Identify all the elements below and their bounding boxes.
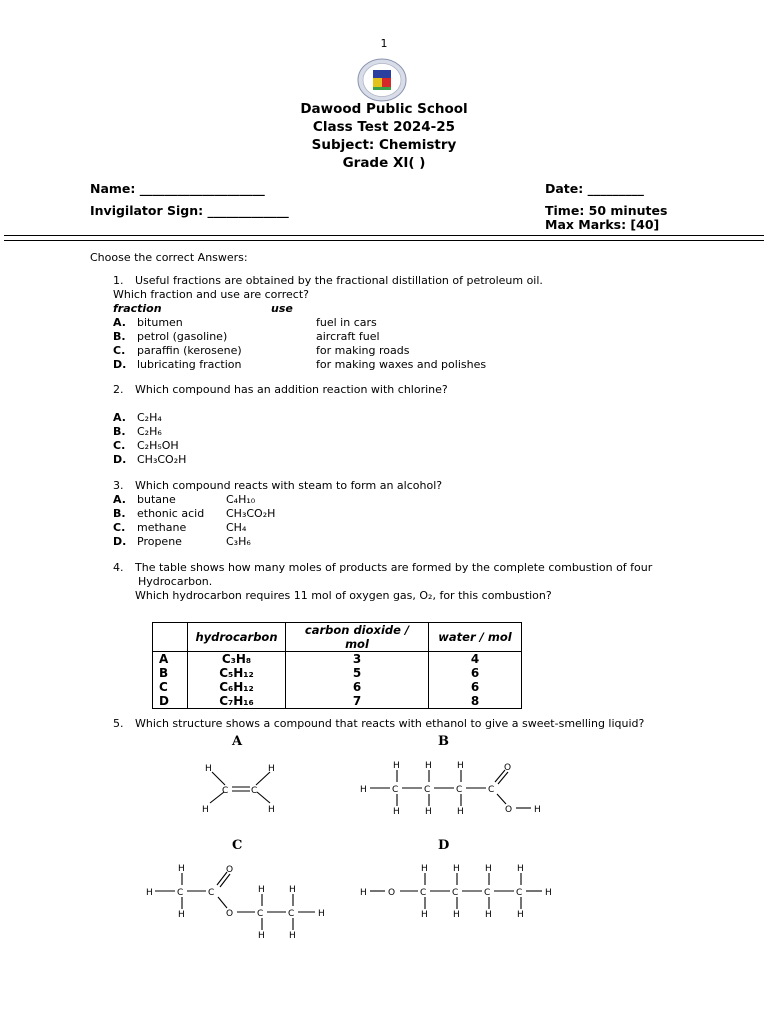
atom-label: C xyxy=(456,785,463,795)
atom-label: C xyxy=(251,786,258,796)
table-row: B C₅H₁₂ 5 6 xyxy=(153,666,522,680)
table-header xyxy=(153,623,188,652)
table-header: carbon dioxide / mol xyxy=(286,623,429,652)
time-allowed: Time: 50 minutes xyxy=(545,203,668,218)
structural-formulae-diagram xyxy=(0,740,768,950)
atom-label: C xyxy=(420,888,427,898)
atom-label: C xyxy=(484,888,491,898)
option-a-use: fuel in cars xyxy=(316,316,377,329)
atom-label: H xyxy=(453,910,460,920)
atom-label: H xyxy=(457,807,464,817)
atom-label: H xyxy=(289,931,296,941)
structure-label-d: D xyxy=(438,838,450,853)
atom-label: H xyxy=(258,885,265,895)
name-field[interactable]: Name: ____________________ xyxy=(90,181,265,196)
option-b-use: aircraft fuel xyxy=(316,330,380,343)
option-d-use: for making waxes and polishes xyxy=(316,358,487,371)
question-text-line-2: Hydrocarbon. xyxy=(138,575,213,588)
subject: Subject: Chemistry xyxy=(311,137,457,153)
question-text-line-2: Which fraction and use are correct? xyxy=(113,288,309,301)
atom-label: C xyxy=(488,785,495,795)
option-b[interactable]: B. petrol (gasoline) xyxy=(113,330,228,343)
atom-label: C xyxy=(392,785,399,795)
atom-label: C xyxy=(516,888,523,898)
option-b[interactable]: B. ethonic acid xyxy=(113,507,205,520)
atom-label: H xyxy=(485,864,492,874)
atom-label: H xyxy=(360,785,367,795)
atom-label: H xyxy=(146,888,153,898)
structure-label-b: B xyxy=(438,734,449,749)
atom-label: O xyxy=(226,865,234,875)
atom-label: C xyxy=(424,785,431,795)
option-b-formula: CH₃CO₂H xyxy=(226,507,276,520)
grade: Grade XI( ) xyxy=(342,155,426,171)
atom-label: C xyxy=(288,909,295,919)
instruction: Choose the correct Answers: xyxy=(90,251,248,264)
table-header: hydrocarbon xyxy=(188,623,286,652)
structure-label-c: C xyxy=(232,838,243,853)
question-number: 1. xyxy=(113,274,124,287)
atom-label: H xyxy=(360,888,367,898)
atom-label: H xyxy=(258,931,265,941)
option-c[interactable]: C. C₂H₅OH xyxy=(113,439,179,452)
option-c[interactable]: C. paraffin (kerosene) xyxy=(113,344,242,357)
page-number: 1 xyxy=(380,37,388,50)
atom-label: H xyxy=(289,885,296,895)
school-name: Dawood Public School xyxy=(300,101,468,117)
atom-label: C xyxy=(452,888,459,898)
atom-label: H xyxy=(534,805,541,815)
atom-label: H xyxy=(421,910,428,920)
test-title: Class Test 2024-25 xyxy=(312,119,456,135)
atom-label: C xyxy=(208,888,215,898)
atom-label: C xyxy=(257,909,264,919)
atom-label: H xyxy=(178,864,185,874)
atom-label: H xyxy=(268,805,275,815)
option-a[interactable]: A. C₂H₄ xyxy=(113,411,162,424)
max-marks: Max Marks: [40] xyxy=(545,217,660,232)
title-block xyxy=(0,100,768,172)
table-row: C C₆H₁₂ 6 6 xyxy=(153,680,522,694)
question-text: The table shows how many moles of products are formed by the complete combustion of four xyxy=(135,561,653,574)
atom-label: O xyxy=(504,763,512,773)
option-b[interactable]: B. C₂H₆ xyxy=(113,425,162,438)
atom-label: H xyxy=(393,807,400,817)
atom-label: C xyxy=(222,786,229,796)
atom-label: H xyxy=(545,888,552,898)
atom-label: O xyxy=(226,909,234,919)
atom-label: H xyxy=(457,761,464,771)
atom-label: H xyxy=(393,761,400,771)
atom-label: H xyxy=(268,764,275,774)
atom-label: H xyxy=(178,910,185,920)
atom-label: H xyxy=(205,764,212,774)
option-d[interactable]: D. CH₃CO₂H xyxy=(113,453,187,466)
question-text: Which compound has an addition reaction with chlorine? xyxy=(135,383,448,396)
atom-label: H xyxy=(453,864,460,874)
option-a[interactable]: A. butane xyxy=(113,493,176,506)
column-header-use: use xyxy=(271,302,293,315)
option-c-formula: CH₄ xyxy=(226,521,247,534)
invigilator-sign-field[interactable]: Invigilator Sign: _____________ xyxy=(90,203,289,218)
atom-label: H xyxy=(517,910,524,920)
atom-label: O xyxy=(388,888,396,898)
atom-label: H xyxy=(425,807,432,817)
table-header: water / mol xyxy=(429,623,522,652)
atom-label: H xyxy=(485,910,492,920)
date-field[interactable]: Date: _________ xyxy=(545,181,644,196)
structure-label-a: A xyxy=(232,734,243,749)
option-d-formula: C₃H₆ xyxy=(226,535,251,548)
option-c-use: for making roads xyxy=(316,344,410,357)
option-d[interactable]: D. lubricating fraction xyxy=(113,358,242,371)
question-text: Which compound reacts with steam to form an alcohol? xyxy=(135,479,443,492)
table-header-row xyxy=(153,623,522,652)
atom-label: C xyxy=(177,888,184,898)
hydrocarbon-table xyxy=(152,622,522,709)
atom-label: H xyxy=(425,761,432,771)
atom-label: H xyxy=(517,864,524,874)
question-text: Useful fractions are obtained by the fractional distillation of petroleum oil. xyxy=(135,274,543,287)
option-a[interactable]: A. bitumen xyxy=(113,316,183,329)
atom-label: H xyxy=(421,864,428,874)
atom-label: H xyxy=(318,909,325,919)
header-divider-thin xyxy=(4,240,764,241)
option-c[interactable]: C. methane xyxy=(113,521,187,534)
question-text-line-3: Which hydrocarbon requires 11 mol of oxygen gas, O₂, for this combustion? xyxy=(135,589,552,602)
option-d[interactable]: D. Propene xyxy=(113,535,182,548)
column-header-fraction: fraction xyxy=(113,302,162,315)
question-text: Which structure shows a compound that reacts with ethanol to give a sweet-smelling liquid? xyxy=(135,717,645,730)
header-divider xyxy=(4,235,764,236)
table-row: A C₃H₈ 3 4 xyxy=(153,652,522,667)
table-row: D C₇H₁₆ 7 8 xyxy=(153,694,522,709)
atom-label: H xyxy=(202,805,209,815)
atom-label: O xyxy=(505,805,513,815)
option-a-formula: C₄H₁₀ xyxy=(226,493,256,506)
school-logo-icon xyxy=(357,58,407,102)
